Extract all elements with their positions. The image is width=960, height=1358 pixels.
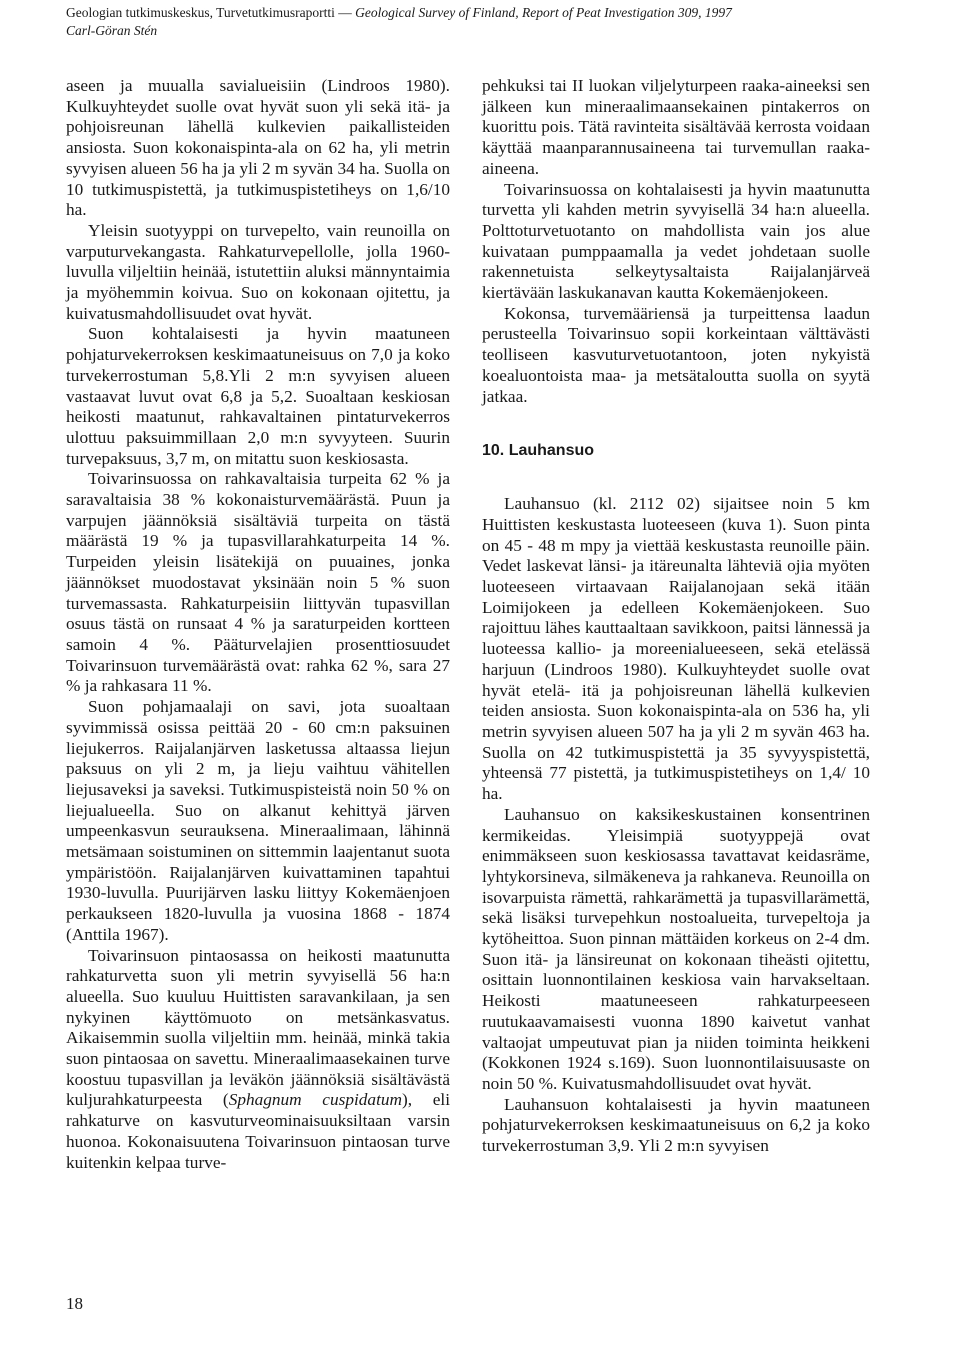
page-number: 18 [66,1294,83,1313]
paragraph: Yleisin suotyyppi on turvepelto, vain reunoilla on varputurvekangasta. Rahkaturvepellolle, jolla 1960-luvulla viljeltiin heinää, istutettiin aluksi männyntaimia ja myöhemmin koivua. Suo on kokonaan ojitettu, ja kuivatusmahdollisuudet ovat hyvät. [66,220,450,323]
header-series: Geological Survey of Finland, Report of Peat Investigation 309, 1997 [355,5,732,20]
paragraph: Suon kohtalaisesti ja hyvin maatuneen pohjaturvekerroksen keskimaatuneisuus on 7,0 ja koko turvekerrostuman 5,8.Yli 2 m:n syvyisen alueen vastaavat luvut ovat 6,8 ja 5,2. Suoaltaan keskiosan heikosti maatunut, rahkavaltainen pintaturvekerros ulottuu paksuimmillaan 2,0 m:n syvyyteen. Suurin turvepaksuus, 3,7 m, on mitattu suon keskiosasta. [66,324,450,468]
paragraph: Suon pohjamaalaji on savi, jota suoaltaan syvimmissä osissa peittää 20 - 60 cm:n paksuinen liejukerros. Raijalanjärven lasketussa altaassa liejun paksuus on yli 2 m, ja lieju vaihtuu vähitellen liejusaveksi ja saveksi. Tutkimuspisteistä noin 50 % on liejualueella. Suo on alkanut kehittyä järven umpeenkasvun seurauksena. Mineraalimaan, lähinnä metsämaan soistuminen on sittemmin laajentanut suota ympäristöön. Raijalanjärven kuivattaminen tapahtui 1930-luvulla. Puurijärven lasku liittyy Kokemäenjoen perkaukseen 1820-luvulla ja vuosina 1868 - 1874 (Anttila 1967). [66,697,450,944]
paragraph: Lauhansuo (kl. 2112 02) sijaitsee noin 5 km Huittisten keskustasta luoteeseen (kuva 1). Suon pinta on 45 - 48 m mpy ja viettää keskustasta reunoille päin. Vedet laskevat länsi- ja itäreunalta lähteviä ojia myöten luoteeseen virtaavaan Raijalanojaan sekä itään Loimijokeen ja edelleen Kokemäenjokeen. Suo rajoittuu lähes kauttaaltaan savikkoon, paitsi lännessä ja luoteessa kallio- ja moreenialueeseen, sekä etelässä harjuun (Lindroos 1980). Kulkuyhteydet suolle ovat hyvät etelä- itä ja pohjoisreunan lähellä kulkevien teiden ansiosta. Suon kokonaispinta-ala on 536 ha, yli metrin syvyisen alueen 507 ha ja yli 2 m syvän 463 ha. Suolla on 42 tutkimuspistettä ja 35 syvyyspistettä, yhteensä 77 pistettä, ja tutkimuspistetiheys on 1,4/ 10 ha. [482,494,870,804]
left-column [66,76,450,1173]
paragraph-text: Toivarinsuon pintaosassa on heikosti maatunutta rahkaturvetta suon yli metrin syvyisellä 56 ha:n alueella. Suo kuuluu Huittisten saravankilaan, ja sen nykyinen käyttömuoto on metsänkasvatus. Aikaisemmin suolla viljeltiin mm. heinää, minkä takia suon pintaosaa on savettu. Mineraalimaasekainen turve koostuu tupasvillan ja leväkön jäännöksiä sisältävästä kuljurahkaturpeesta ( [66,945,450,1110]
right-column [482,76,870,1157]
paragraph: Toivarinsuossa on rahkavaltaisia turpeita 62 % ja saravaltaisia 38 % kokonaisturvemäärästä. Puun ja varpujen jäännöksiä sisältäviä turpeita on tästä määrästä 19 % ja tupasvillarahkaturpeita 14 %. Turpeiden yleisin lisätekijä on puuaines, jonka jäännökset muodostavat yksinään noin 5 % suon turvemassasta. Rahkaturpeisiin liittyvän tupasvillan osuus tästä on runsaat 4 % ja saraturpeiden kortteen samoin 4 %. Pääturvelajien prosenttiosuudet Toivarinsuon turvemäärästä ovat: rahka 62 %, sara 27 % ja rahkasara 11 %. [66,469,450,696]
paragraph-text: ), eli rahkaturve on kasvuturveominaisuuksiltaan varsin huonoa. Kokonaisuutena Toivarinsuon pintaosan turve kuitenkin kelpaa turve- [66,1090,451,1172]
running-header [66,4,926,40]
paragraph: Kokonsa, turvemääriensä ja turpeittensa laadun perusteella Toivarinsuo sopii korkeintaan välttävästi teolliseen kasvuturvetuotantoon, joten nykyistä koealuontoista maa- ja metsätaloutta suolla on syytä jatkaa. [482,303,870,406]
header-author: Carl-Göran Stén [66,23,158,38]
header-institution: Geologian tutkimuskeskus, Turvetutkimusraportti — [66,5,356,20]
paragraph: aseen ja muualla savialueisiin (Lindroos 1980). Kulkuyhteydet suolle ovat hyvät suon yli sekä itä- ja pohjoisreunan lähellä kulkevien paikallisteiden ansiosta. Suon kokonaispinta-ala on 62 ha, yli metrin syvyisen alueen 56 ha ja yli 2 m syvän 34 ha. Suolla on 10 tutkimuspistettä, ja tutkimuspistetiheys on 1,6/10 ha. [66,76,450,220]
paragraph: pehkuksi tai II luokan viljelyturpeen raaka-aineeksi sen jälkeen kun mineraalimaansekainen pintakerros on kuorittu pois. Tätä ravinteita sisältävää kerrosta voidaan käyttää maanparannusaineena tai turvemullan raaka-aineena. [482,76,870,178]
paragraph: Lauhansuon kohtalaisesti ja hyvin maatuneen pohjaturvekerroksen keskimaatuneisuus on 6,2 ja koko turvekerrostuman 3,9. Yli 2 m:n syvyisen [482,1094,870,1156]
paragraph: Toivarinsuossa on kohtalaisesti ja hyvin maatunutta turvetta yli kahden metrin syvyisellä 34 ha:n alueella. Polttoturvetuotanto on mahdollista vain jos alue kuivataan pumppaamalla ja vedet johdetaan suolle rakennetuista selkeytysaltaista Raijalanjärveä kiertävään laskukanavan kautta Kokemäenjokeen. [482,179,870,303]
paragraph [66,946,450,1174]
paragraph: Lauhansuo on kaksikeskustainen konsentrinen kermikeidas. Yleisimpiä suotyyppejä ovat enimmäkseen suon keskiosassa tavattavat keidasräme, lyhtykorsineva, silmäkeneva ja rahkaneva. Reunoilla on isovarpuista rämettä, rahkarämettä ja tupasvillarämettä, sekä lisäksi turvepehkun nostoalueita, turvepeltoja ja kytöheittoa. Suon pinnan mättäiden korkeus on 2-4 dm. Suon itä- ja länsireunat on kokonaan tiheästi ojitettu, osittain luonnontilainen keskiosa vain harvakseltaan. Heikosti maatuneeseen rahkaturpeeseen ruutukaavamaisesti vuonna 1890 kaivetut vanhat valtaojat umpeutuvat pian ja niiden toiminta heikkeni (Kokkonen 1924 s.169). Suon luonnontilaisuusaste on noin 50 %. Kuivatusmahdollisuudet ovat hyvät. [482,804,870,1093]
section-heading: 10. Lauhansuo [482,442,595,460]
species-name: Sphagnum cuspidatum [228,1090,402,1110]
running-header-line1 [66,4,926,22]
